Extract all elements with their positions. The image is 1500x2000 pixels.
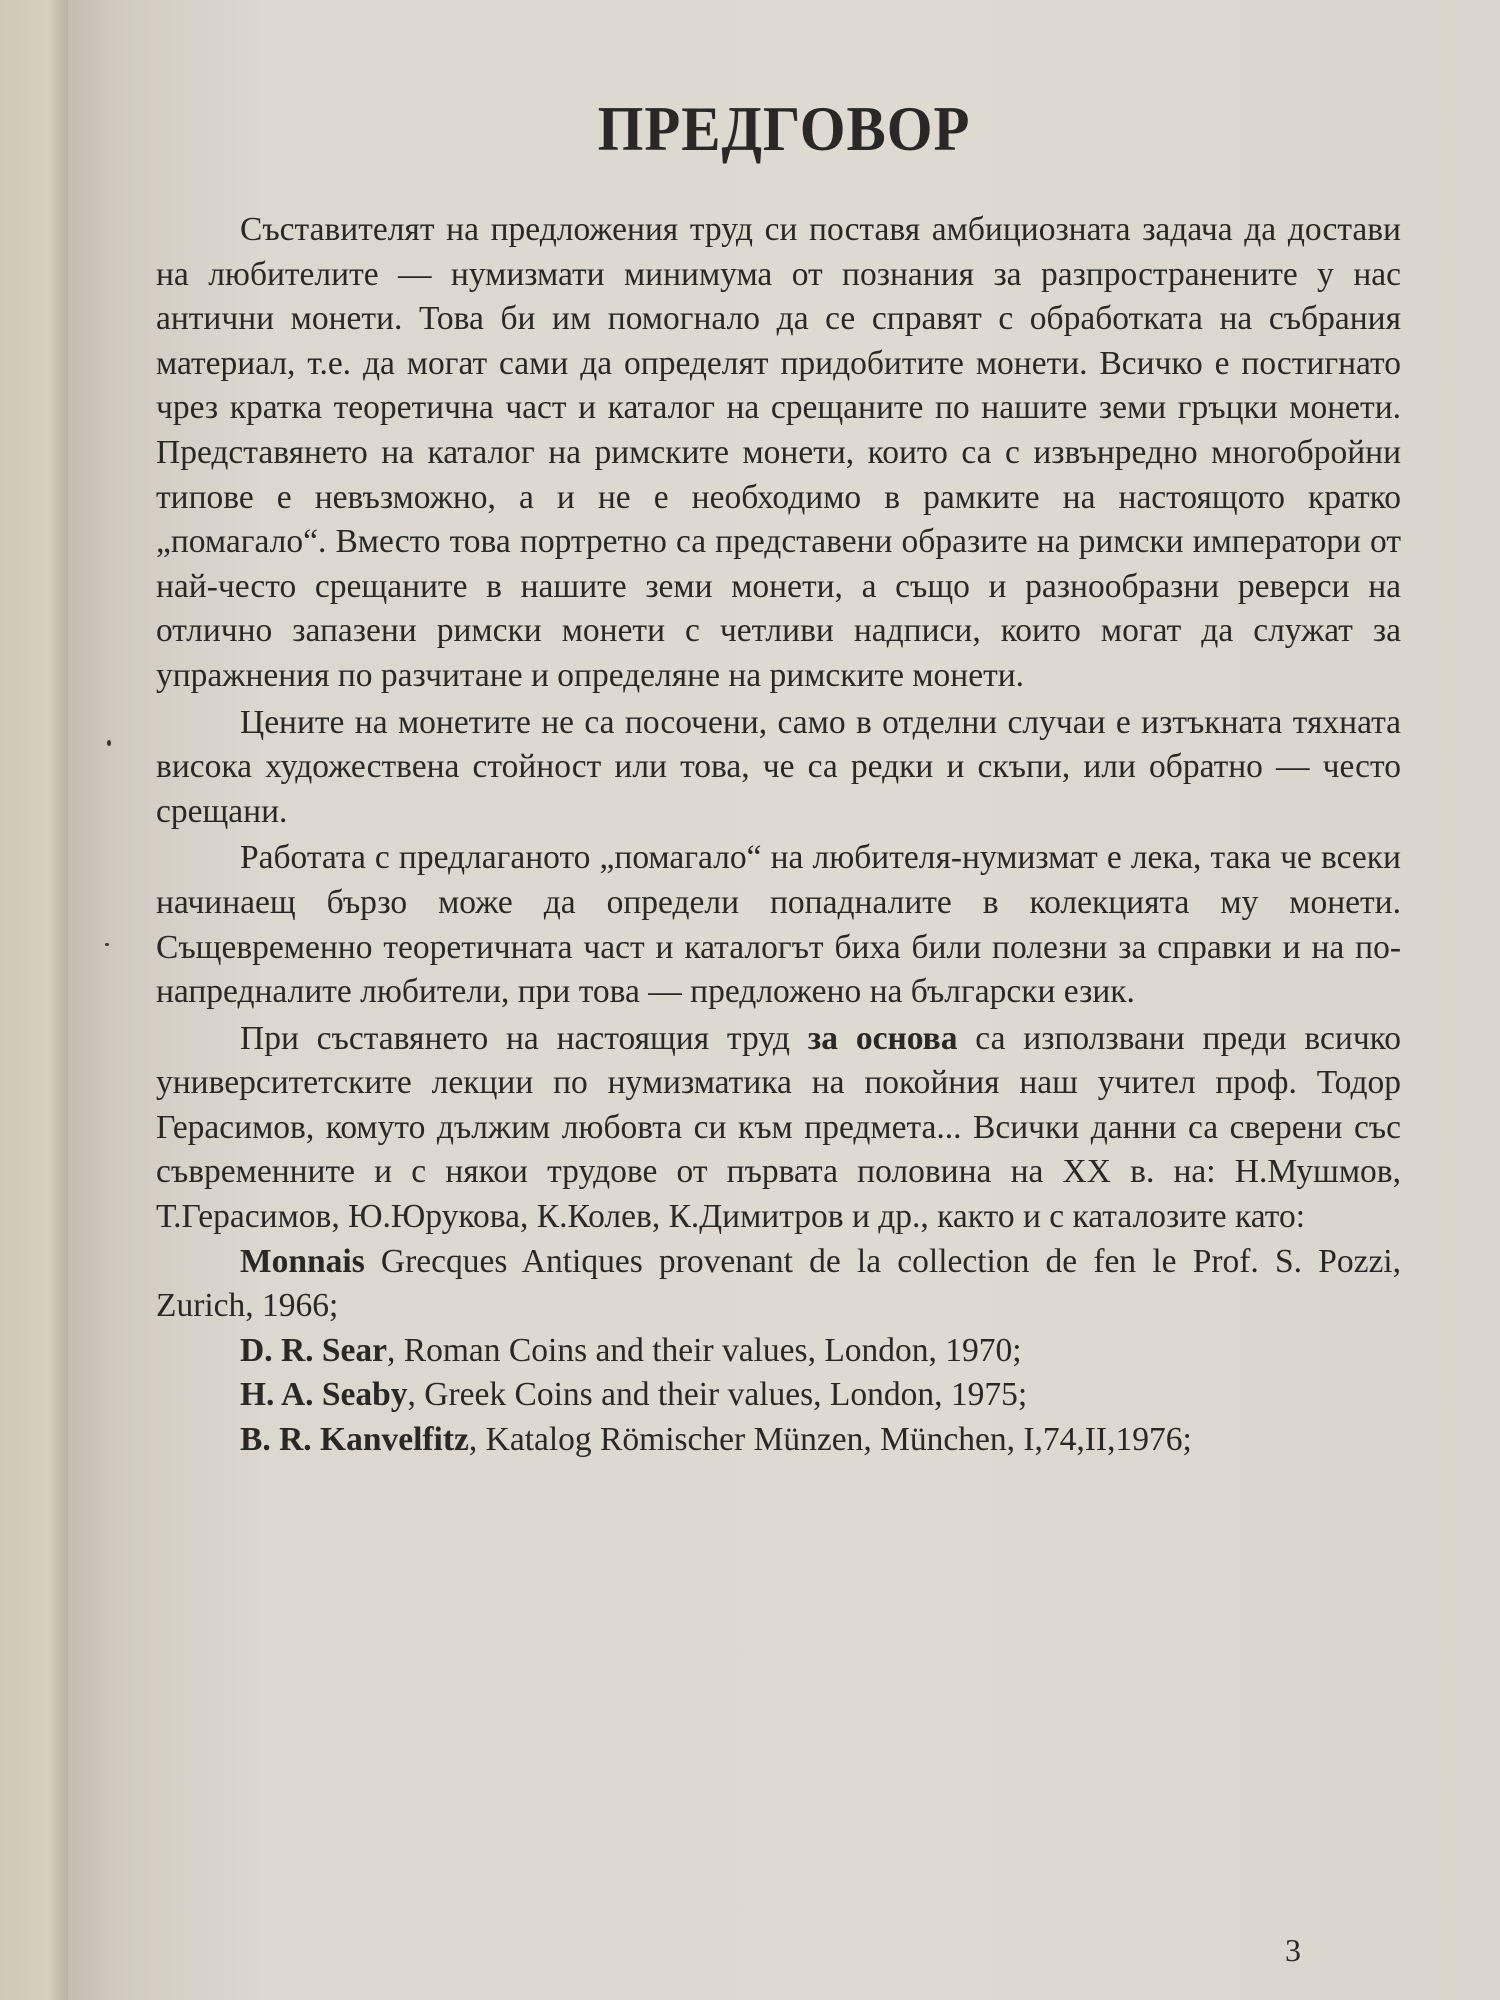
reference-title: , Roman Coins and their values, London, 1970; xyxy=(387,1331,1022,1369)
page-number: 3 xyxy=(1285,1932,1301,1968)
reference-author: Monnais xyxy=(240,1242,365,1280)
reference-item xyxy=(156,1418,1401,1463)
reference-item xyxy=(156,1240,1401,1329)
paragraph-usage: Работата с предлаганото „помагало“ на любителя-нумизмат е лека, така че всеки начинаещ бързо може да определи попадналите в колекцията му монети. Същевременно теоретичната част и каталогът биха били полезни за справки и на по-напредналите любители, при това — предложено на български език. xyxy=(156,839,1401,1011)
paper-speck xyxy=(107,740,111,746)
sources-text-start: При съставянето на настоящия труд xyxy=(240,1019,808,1057)
paragraph-sources xyxy=(156,1017,1401,1240)
reference-author: H. A. Seaby xyxy=(240,1376,408,1414)
reference-title: , Katalog Römischer Münzen, München, I,74,II,1976; xyxy=(468,1421,1192,1459)
paragraph-intro: Съставителят на предложения труд си поставя амбициозната задача да достави на любителите — нумизмати минимума от познания за разпространените у нас антични монети. Това би им помогнало да се справят с обработката на събрания материал, т.е. да могат сами да определят придобитите монети. Всичко е постигнато чрез кратка теоретична част и каталог на срещаните по нашите земи гръцки монети. Представянето на каталог на римските монети, които са с извънредно многобройни типове е невъзможно, а и не е необходимо в рамките на настоящото кратко „помагало“. Вместо това портретно са представени образите на римски императори от най-често срещаните в нашите земи монети, а също и разнообразни реверси на отлично запазени римски монети с четливи надписи, които могат да служат за упражнения по разчитане и определяне на римските монети. xyxy=(156,211,1401,694)
reference-title: Grecques Antiques provenant de la collection de fen le Prof. S. Pozzi, Zurich, 1966; xyxy=(156,1242,1401,1325)
paragraph-prices: Цените на монетите не са посочени, само в отделни случаи е изтъкната тяхната висока художествена стойност или това, че са редки и скъпи, или обратно — често срещани. xyxy=(156,703,1401,830)
preface-body xyxy=(156,208,1401,1463)
reference-item xyxy=(156,1373,1401,1418)
paper-speck xyxy=(105,943,109,946)
page-title: ПРЕДГОВОР xyxy=(597,93,971,164)
reference-author: D. R. Sear xyxy=(240,1331,388,1369)
sources-text-end: са използвани преди всичко университетските лекции по нумизматика на покойния наш учител проф. Тодор Герасимов, комуто дължим любовта си към предмета... Всички данни са сверени със съвременните и с някои трудове от първата половина на XX в. на: Н.Мушмов, Т.Герасимов, Ю.Юрукова, К.Колев, К.Димитров и др., както и с каталозите като: xyxy=(156,1019,1402,1236)
facing-page-edge xyxy=(0,0,68,2000)
reference-item xyxy=(156,1329,1401,1374)
sources-emphasis: за основа xyxy=(807,1019,958,1057)
reference-title: , Greek Coins and their values, London, 1975; xyxy=(407,1376,1028,1414)
reference-author: B. R. Kanvelfitz xyxy=(240,1421,469,1459)
book-page xyxy=(68,0,1500,2000)
